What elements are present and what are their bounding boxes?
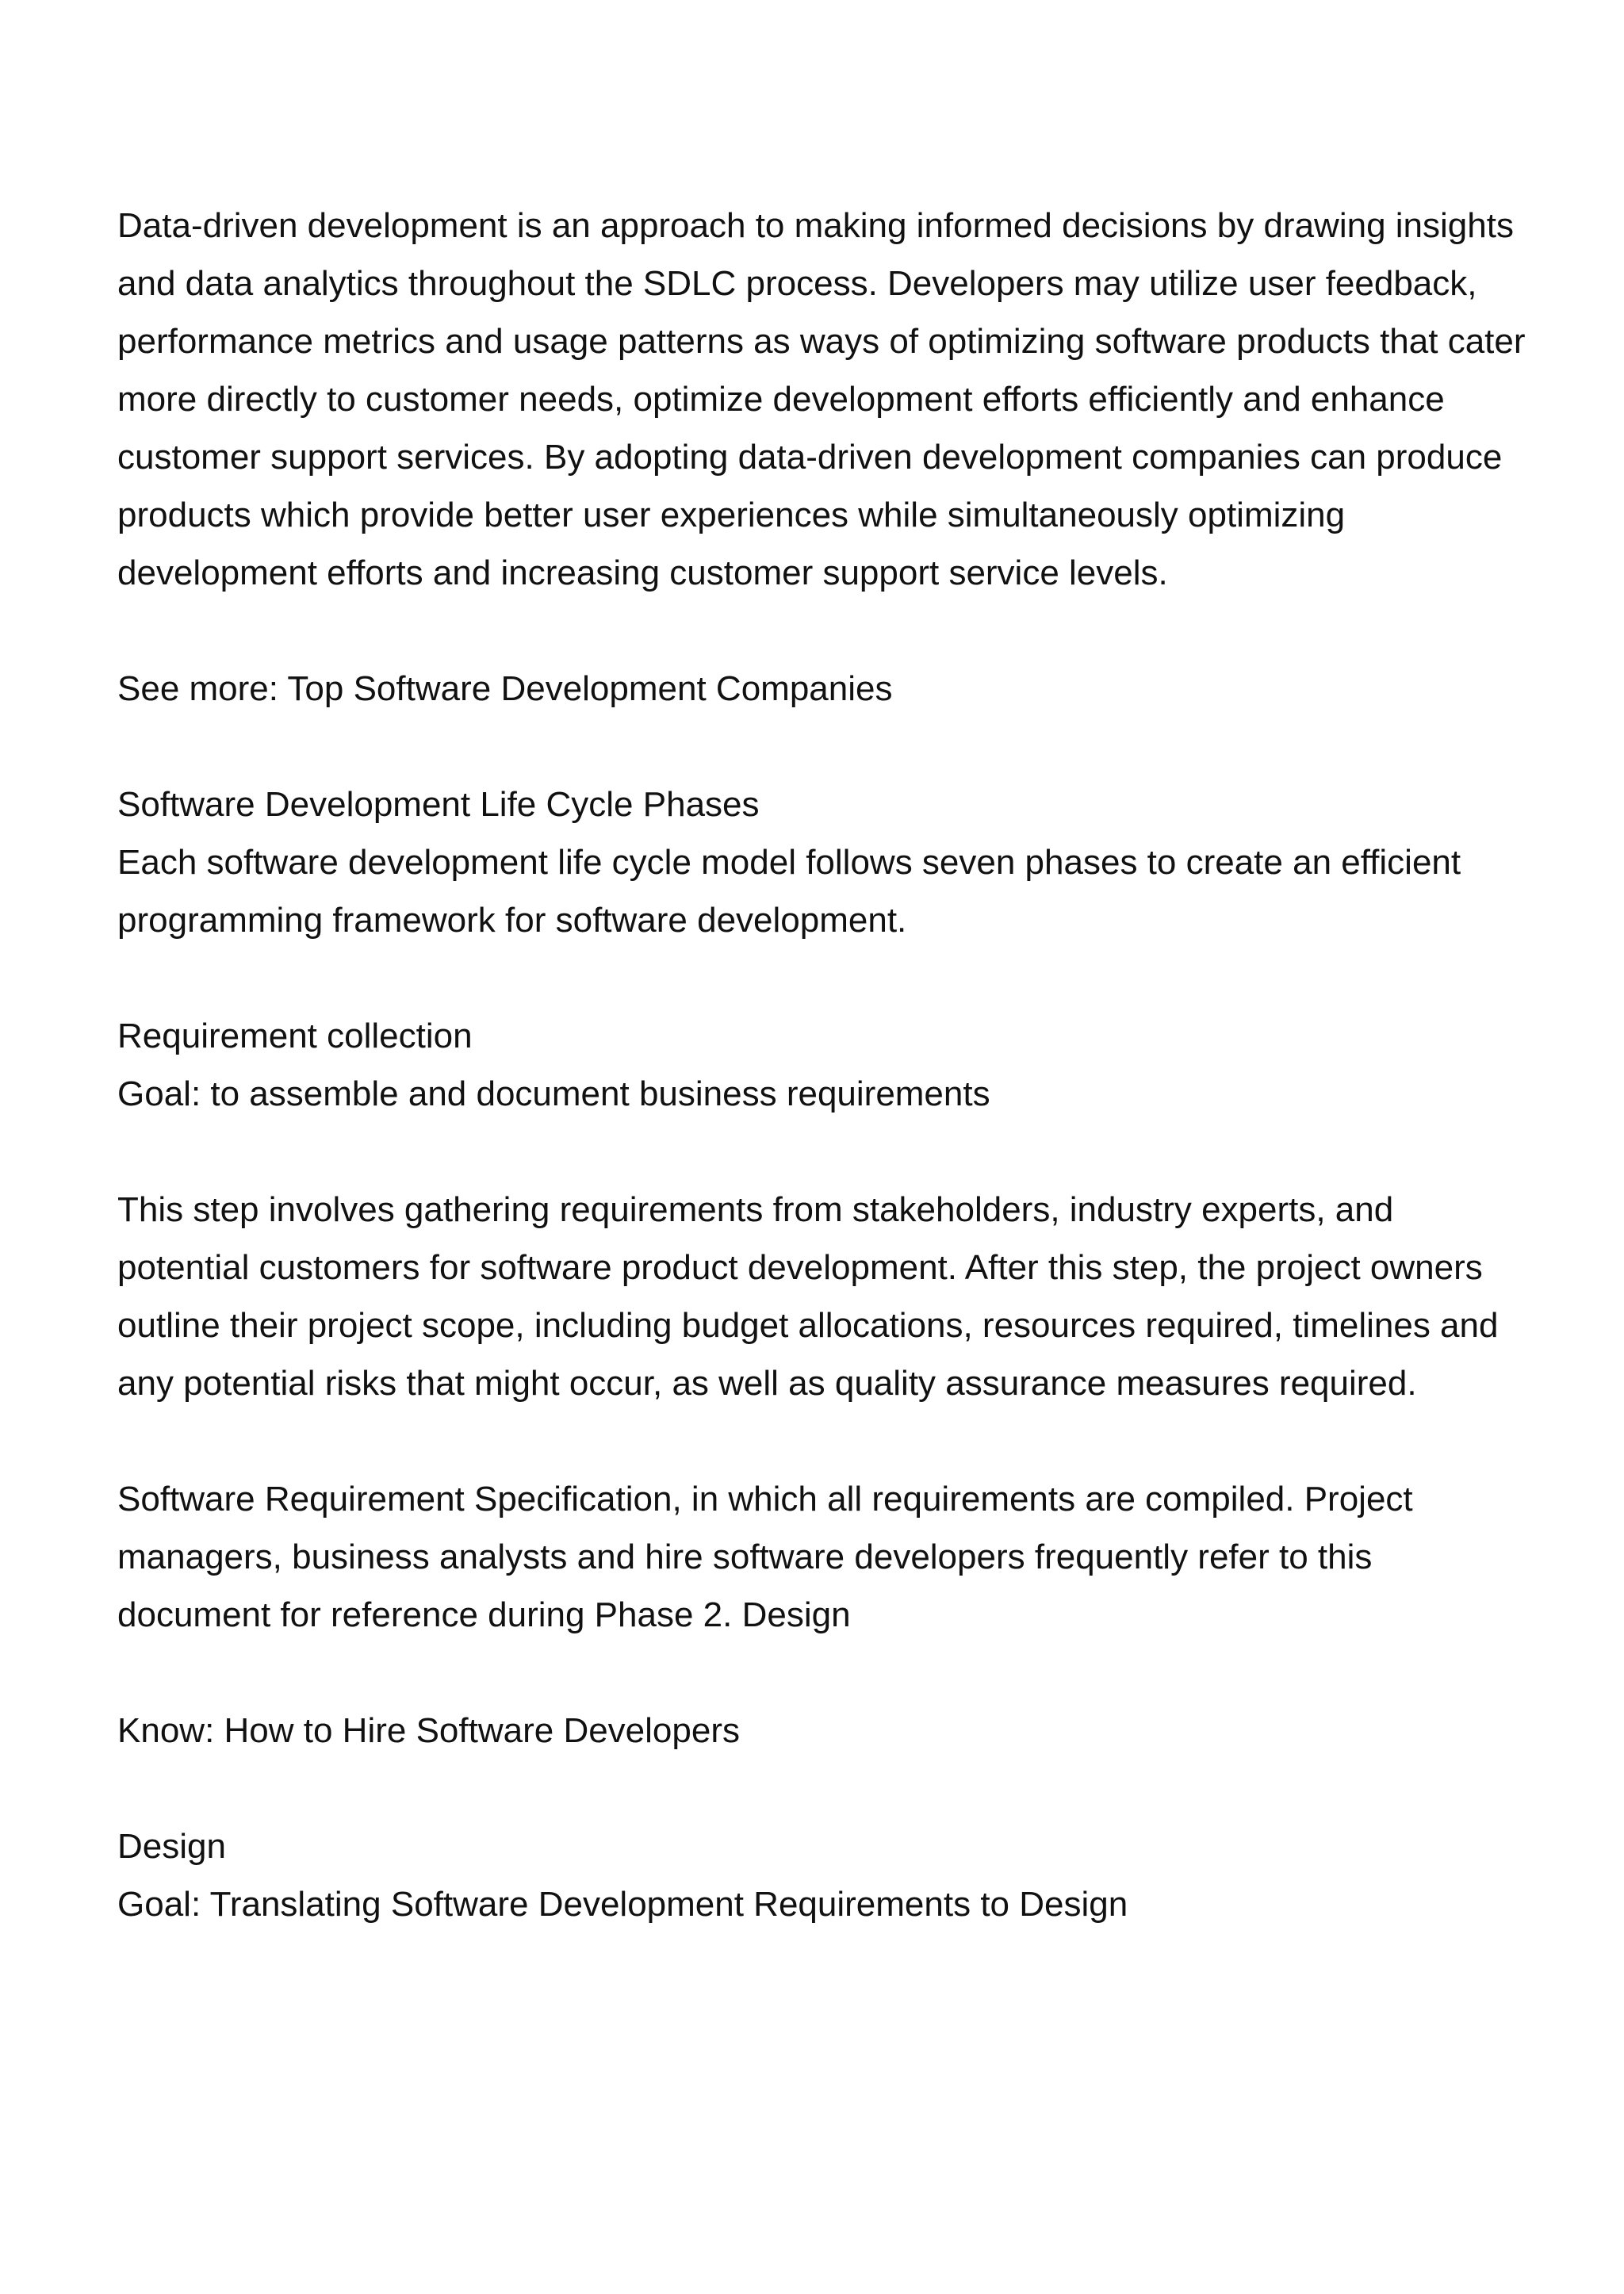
design-goal: Goal: Translating Software Development Requirements to Design (117, 1885, 1128, 1924)
phases-intro: Each software development life cycle model follows seven phases to create an efficient programming framework for software development. (117, 843, 1461, 940)
design-heading: Design (117, 1827, 226, 1866)
requirement-paragraph: This step involves gathering requirements from stakeholders, industry experts, and potential customers for software product development. After this step, the project owners outline their project scope, including budget allocations, resources required, timelines and any potential risks that might occur, as well as quality assurance measures required. (117, 1190, 1499, 1403)
spacer (117, 949, 1529, 1007)
requirement-goal: Goal: to assemble and document business requirements (117, 1074, 990, 1113)
requirement-heading: Requirement collection (117, 1017, 473, 1055)
spacer (117, 1412, 1529, 1470)
see-more-text: See more: Top Software Development Companies (117, 669, 893, 708)
know-text: Know: How to Hire Software Developers (117, 1711, 740, 1750)
spacer (117, 1123, 1529, 1181)
phases-heading: Software Development Life Cycle Phases (117, 785, 760, 824)
document-page (117, 197, 1529, 1933)
spacer (117, 718, 1529, 776)
spacer (117, 1644, 1529, 1702)
spacer (117, 602, 1529, 660)
srs-paragraph: Software Requirement Specification, in which all requirements are compiled. Project managers, business analysts and hire software developers frequently refer to this document for reference during Phase 2. Design (117, 1480, 1413, 1634)
spacer (117, 1760, 1529, 1817)
intro-paragraph: Data-driven development is an approach to making informed decisions by drawing insights and data analytics throughout the SDLC process. Developers may utilize user feedback, performance metrics and usage patterns as ways of optimizing software products that cater more directly to customer needs, optimize development efforts efficiently and enhance customer support services. By adopting data-driven development companies can produce products which provide better user experiences while simultaneously optimizing development efforts and increasing customer support service levels. (117, 206, 1526, 592)
